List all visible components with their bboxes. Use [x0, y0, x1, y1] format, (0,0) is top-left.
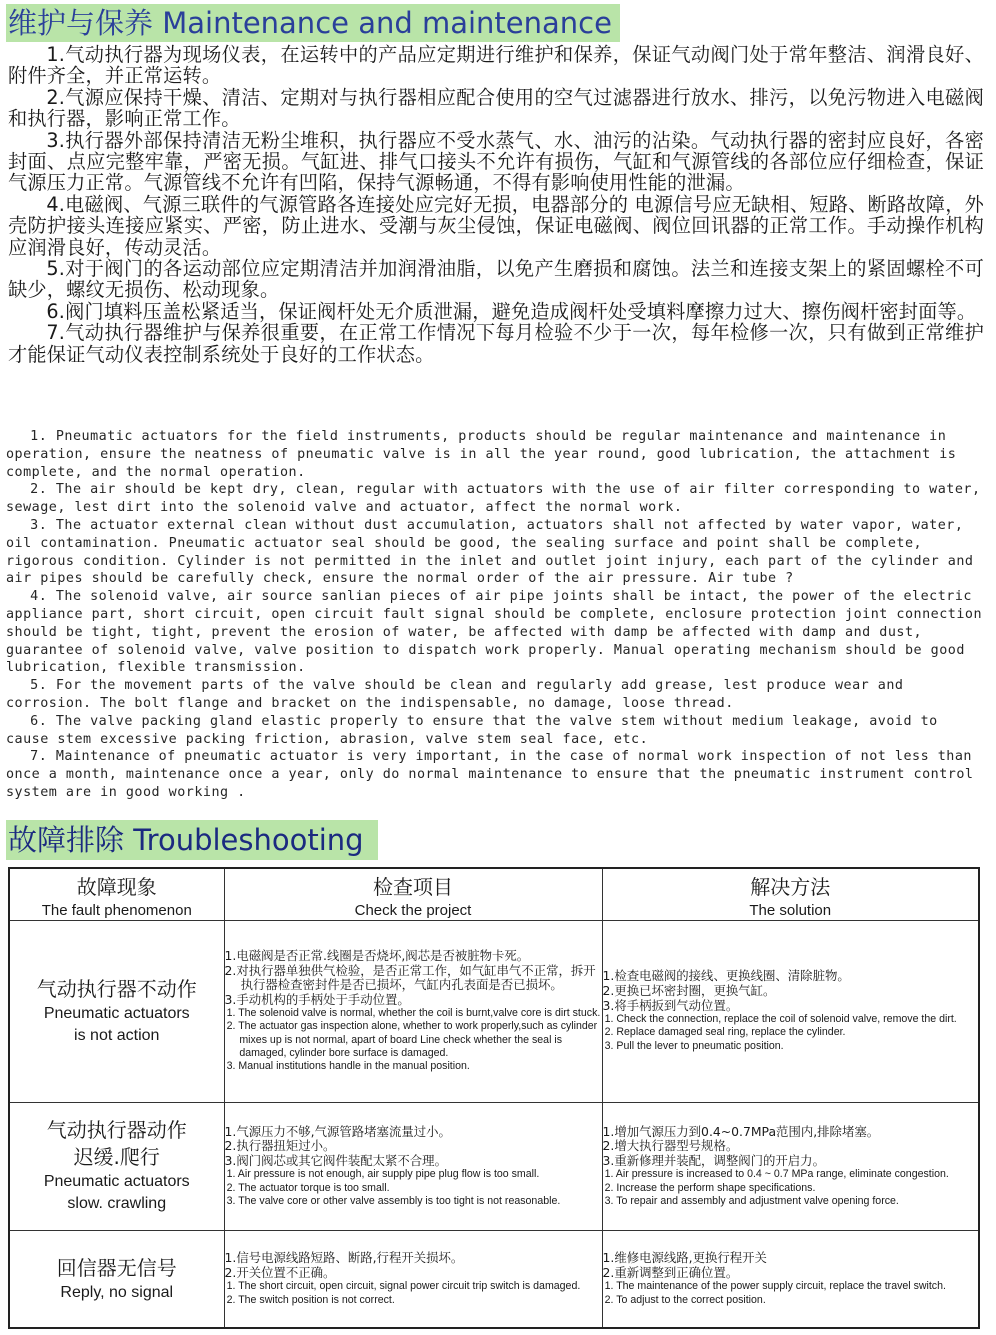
phenomenon-en: Pneumatic actuators	[43, 1173, 190, 1191]
maintenance-section-title: 维护与保养 Maintenance and maintenance	[6, 4, 620, 42]
zh-paragraph: 4.电磁阀、气源三联件的气源管路各连接处应完好无损，电器部分的 电源信号应无缺相、短路、断路故障，外壳防护接头连接应紧实、严密，防止进水、受潮与灰尘侵蚀，保证电磁阀、阀位回讯器的正常工作。手动操作机构应润滑良好，传动灵活。	[8, 192, 984, 259]
check-item-zh: 1.信号电源线路短路、断路,行程开关损坏。	[224, 1250, 464, 1266]
zh-paragraph: 1.气动执行器为现场仪表，在运转中的产品应定期进行维护和保养，保证气动阀门处于常年整洁、润滑良好、附件齐全，并正常运转。	[8, 43, 984, 88]
check-item-zh: 2.对执行器单独供气检验，是否正常工作，如气缸串气不正常，拆开执行器检查密封件是否已损坏，气缸内孔表面是否已损坏。	[224, 962, 596, 993]
check-item-zh: 2.开关位置不正确。	[224, 1264, 336, 1280]
troubleshooting-section-title: 故障排除 Troubleshooting	[6, 820, 378, 860]
phenomenon-en: Reply, no signal	[60, 1283, 174, 1301]
zh-paragraph: 3.执行器外部保持清洁无粉尘堆积，执行器应不受水蒸气、水、油污的沾染。气动执行器的密封应良好，各密封面、点应完整牢靠，严密无损。气缸进、排气口接头不允许有损伤，气缸和气源管线的各部位应仔细检查，保证气源压力正常。气源管线不允许有凹陷，保持气源畅通，不得有影响使用性能的泄漏。	[8, 128, 984, 195]
check-item-en: 2. The actuator gas inspection alone, whether to work properly,such as cylinder mixes up is not normal, apart of board Line check whether the seal is damaged, cylinder bore surface is damaged.	[226, 1020, 598, 1059]
zh-paragraph: 5.对于阀门的各运动部位应定期清洁并加润滑油脂，以免产生磨损和腐蚀。法兰和连接支架上的紧固螺栓不可缺少，螺纹无损伤、松动现象。	[8, 257, 984, 302]
header-en: The solution	[749, 902, 832, 920]
check-item-zh: 1.电磁阀是否正常.线圈是否烧坏,阀芯是否被脏物卡死。	[224, 947, 530, 963]
solution-item-en: 3. To repair and assembly and adjustment valve opening force.	[604, 1194, 899, 1207]
header-en: Check the project	[354, 902, 472, 920]
solution-item-zh: 3.将手柄扳到气动位置。	[602, 997, 739, 1013]
phenomenon-zh: 回信器无信号	[56, 1255, 177, 1280]
check-item-en: 2. The switch position is not correct.	[226, 1293, 395, 1306]
table-header-row	[9, 868, 979, 920]
check-item-en: 3. Manual institutions handle in the manual position.	[226, 1060, 470, 1073]
en-paragraph: 6. The valve packing gland elastic properly to ensure that the valve stem without medium leakage, avoid to cause stem excessive packing friction, abrasion, valve stem seal face, etc.	[6, 713, 938, 747]
en-paragraph: 4. The solenoid valve, air source sanlian pieces of air pipe joints shall be intact, the power of the electric appliance part, short circuit, open circuit fault signal should be complete, enclosure protection joint connection should be tight, tight, prevent the erosion of water, be affected with damp be affected with damp and dust, guarantee of solenoid valve, valve position to dispatch work properly. Manual operating mechanism should be good lubrication, flexible transmission.	[6, 589, 983, 676]
en-paragraph: 3. The actuator external clean without dust accumulation, actuators shall not affected by water vapor, water, oil contamination. Pneumatic actuator seal should be good, the sealing surface and point shall be complete, rigorous condition. Cylinder is not permitted in the inlet and outlet joint injury, each part of the cylinder and air pipes should be carefully check, ensure the normal order of the air pressure. Air tube ?	[6, 517, 974, 587]
zh-paragraph: 7.气动执行器维护与保养很重要，在正常工作情况下每月检验不少于一次，每年检修一次，只有做到正常维护才能保证气动仪表控制系统处于良好的工作状态。	[8, 321, 984, 366]
header-zh: 故障现象	[76, 875, 157, 900]
check-item-zh: 3.阀门阀芯或其它阀件装配太紧不合理。	[224, 1152, 447, 1168]
zh-paragraph: 2.气源应保持干燥、清洁、定期对与执行器相应配合使用的空气过滤器进行放水、排污，以免污物进入电磁阀和执行器，影响正常工作。	[8, 85, 984, 131]
check-item-zh: 1.气源压力不够,气源管路堵塞流量过小。	[224, 1123, 451, 1139]
solution-item-en: 2. To adjust to the correct position.	[604, 1293, 766, 1306]
table-row	[9, 1102, 979, 1231]
header-zh: 检查项目	[373, 875, 453, 900]
solution-cell	[602, 1231, 979, 1328]
header-cell	[224, 868, 602, 920]
troubleshooting-table	[8, 867, 980, 1329]
solution-item-en: 1. The maintenance of the power supply circuit, replace the travel switch.	[604, 1280, 946, 1293]
phenomenon-cell	[9, 1231, 224, 1328]
solution-cell	[602, 920, 979, 1102]
solution-item-en: 2. Increase the perform shape specifications.	[604, 1181, 816, 1194]
solution-item-en: 2. Replace damaged seal ring, replace the cylinder.	[604, 1026, 846, 1039]
solution-item-en: 1. Check the connection, replace the coil of solenoid valve, remove the dirt.	[604, 1013, 957, 1026]
phenomenon-en: is not action	[74, 1026, 160, 1044]
solution-cell	[602, 1102, 979, 1231]
header-zh: 解决方法	[750, 875, 831, 900]
table-row	[9, 920, 979, 1102]
solution-item-zh: 2.重新调整到正确位置。	[602, 1264, 739, 1280]
phenomenon-en: slow. crawling	[67, 1195, 167, 1213]
en-paragraph: 7. Maintenance of pneumatic actuator is very important, in the case of normal work inspection of not less than once a month, maintenance once a year, only do normal maintenance to ensure that the pneumatic instrument control system are in good working .	[6, 749, 974, 800]
header-en: The fault phenomenon	[41, 902, 192, 920]
check-cell	[224, 1231, 602, 1328]
check-cell	[224, 920, 602, 1102]
check-item-en: 1. Air pressure is not enough, air supply pipe plug flow is too small.	[226, 1168, 540, 1181]
check-cell	[224, 1102, 602, 1231]
solution-item-en: 3. Pull the lever to pneumatic position.	[604, 1039, 784, 1052]
check-item-en: 2. The actuator torque is too small.	[226, 1181, 390, 1194]
maintenance-en-text	[6, 428, 986, 802]
solution-item-zh: 1.检查电磁阀的接线、更换线圈、清除脏物。	[602, 968, 850, 984]
check-item-en: 1. The short circuit, open circuit, signal power circuit trip switch is damaged.	[226, 1280, 581, 1293]
table-row	[9, 1231, 979, 1328]
solution-item-en: 1. Air pressure is increased to 0.4 ~ 0.7 MPa range, eliminate congestion.	[604, 1168, 949, 1181]
check-item-en: 1. The solenoid valve is normal, whether the coil is burnt,valve core is dirt stuck.	[226, 1007, 601, 1020]
check-item-zh: 2.执行器扭矩过小。	[224, 1138, 336, 1154]
en-paragraph: 2. The air should be kept dry, clean, regular with actuators with the use of air filter corresponding to water, sewage, lest dirt into the solenoid valve and actuator, affect the normal work.	[6, 482, 981, 516]
header-cell	[9, 868, 224, 920]
check-item-en: 3. The valve core or other valve assembly is too tight is not reasonable.	[226, 1194, 561, 1207]
solution-item-zh: 3.重新修理并装配，调整阀门的开启力。	[602, 1152, 825, 1168]
solution-item-zh: 1.维修电源线路,更换行程开关	[602, 1250, 767, 1266]
en-paragraph: 5. For the movement parts of the valve should be clean and regularly add grease, lest produce wear and corrosion. The bolt flange and bracket on the indispensable, no damage, loose thread.	[6, 678, 904, 711]
phenomenon-zh: 气动执行器动作	[46, 1118, 187, 1143]
phenomenon-en: Pneumatic actuators	[43, 1004, 190, 1022]
header-cell	[602, 868, 979, 920]
check-item-zh: 3.手动机构的手柄处于手动位置。	[224, 991, 410, 1007]
phenomenon-cell	[9, 920, 224, 1102]
phenomenon-zh: 气动执行器不动作	[36, 976, 197, 1001]
zh-paragraph: 6.阀门填料压盖松紧适当，保证阀杆处无介质泄漏，避免造成阀杆处受填料摩擦力过大、擦伤阀杆密封面等。	[46, 299, 977, 323]
solution-item-zh: 2.增大执行器型号规格。	[602, 1138, 739, 1154]
solution-item-zh: 2.更换已坏密封圈，更换气缸。	[602, 983, 776, 998]
phenomenon-zh: 迟缓.爬行	[73, 1145, 160, 1170]
solution-item-zh: 1.增加气源压力到0.4~0.7MPa范围内,排除堵塞。	[602, 1123, 880, 1139]
maintenance-zh-text	[8, 44, 984, 365]
en-paragraph: 1. Pneumatic actuators for the field instruments, products should be regular maintenance and maintenance in operation, ensure the neatness of pneumatic valve is in all the year round, good lubrication, the attachment is complete, and the normal operation.	[6, 429, 957, 480]
phenomenon-cell	[9, 1102, 224, 1231]
